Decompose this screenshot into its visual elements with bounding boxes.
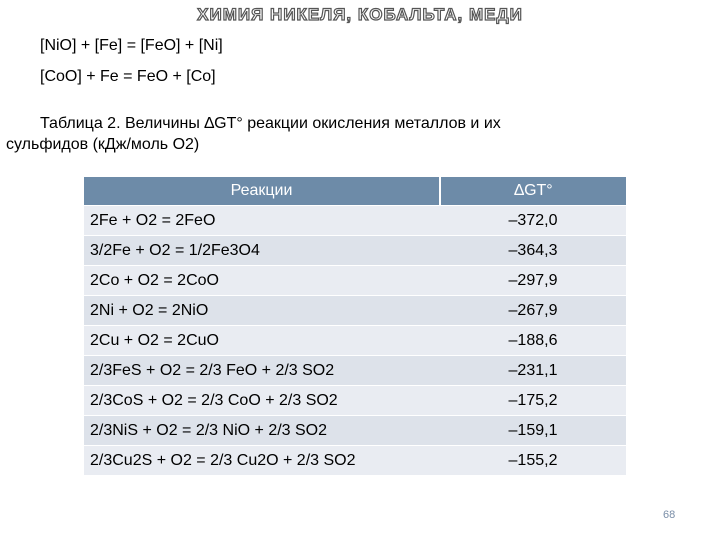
- slide-title: ХИМИЯ НИКЕЛЯ, КОБАЛЬТА, МЕДИ: [197, 5, 523, 24]
- delta-g-cell: –175,2: [440, 386, 626, 416]
- table-row: [84, 266, 626, 296]
- reaction-cell: 2/3FeS + O2 = 2/3 FeO + 2/3 SO2: [84, 356, 440, 386]
- table-header-row: [84, 177, 626, 206]
- delta-g-cell: –231,1: [440, 356, 626, 386]
- reaction-cell: 2Co + O2 = 2CoO: [84, 266, 440, 296]
- table-row: [84, 416, 626, 446]
- equation-nio-fe: [NiO] + [Fe] = [FeO] + [Ni]: [40, 37, 223, 54]
- table-body: [84, 206, 626, 476]
- delta-g-cell: –188,6: [440, 326, 626, 356]
- caption-line-2: сульфидов (кДж/моль O2): [6, 136, 200, 153]
- header-reactions: Реакции: [84, 177, 440, 206]
- reaction-cell: 2/3Cu2S + O2 = 2/3 Cu2O + 2/3 SO2: [84, 446, 440, 476]
- equation-coo-fe: [CoO] + Fe = FeO + [Co]: [40, 68, 216, 85]
- delta-g-cell: –297,9: [440, 266, 626, 296]
- table-row: [84, 236, 626, 266]
- table-row: [84, 356, 626, 386]
- reactions-table: [84, 177, 626, 475]
- caption-line-1: Таблица 2. Величины ∆GT° реакции окисления металлов и их: [40, 115, 501, 132]
- reaction-cell: 2/3CoS + O2 = 2/3 CoO + 2/3 SO2: [84, 386, 440, 416]
- table-row: [84, 296, 626, 326]
- delta-g-cell: –267,9: [440, 296, 626, 326]
- reaction-cell: 3/2Fe + O2 = 1/2Fe3O4: [84, 236, 440, 266]
- page-number: 68: [663, 509, 676, 521]
- table-row: [84, 206, 626, 236]
- table-row: [84, 326, 626, 356]
- reaction-cell: 2Ni + O2 = 2NiO: [84, 296, 440, 326]
- delta-g-cell: –155,2: [440, 446, 626, 476]
- reaction-cell: 2Cu + O2 = 2CuO: [84, 326, 440, 356]
- table-row: [84, 446, 626, 476]
- delta-g-cell: –372,0: [440, 206, 626, 236]
- table-row: [84, 386, 626, 416]
- reaction-cell: 2Fe + O2 = 2FeO: [84, 206, 440, 236]
- delta-g-cell: –364,3: [440, 236, 626, 266]
- header-delta-g: ∆GT°: [440, 177, 626, 206]
- table-caption: [6, 113, 708, 155]
- delta-g-cell: –159,1: [440, 416, 626, 446]
- reaction-cell: 2/3NiS + O2 = 2/3 NiO + 2/3 SO2: [84, 416, 440, 446]
